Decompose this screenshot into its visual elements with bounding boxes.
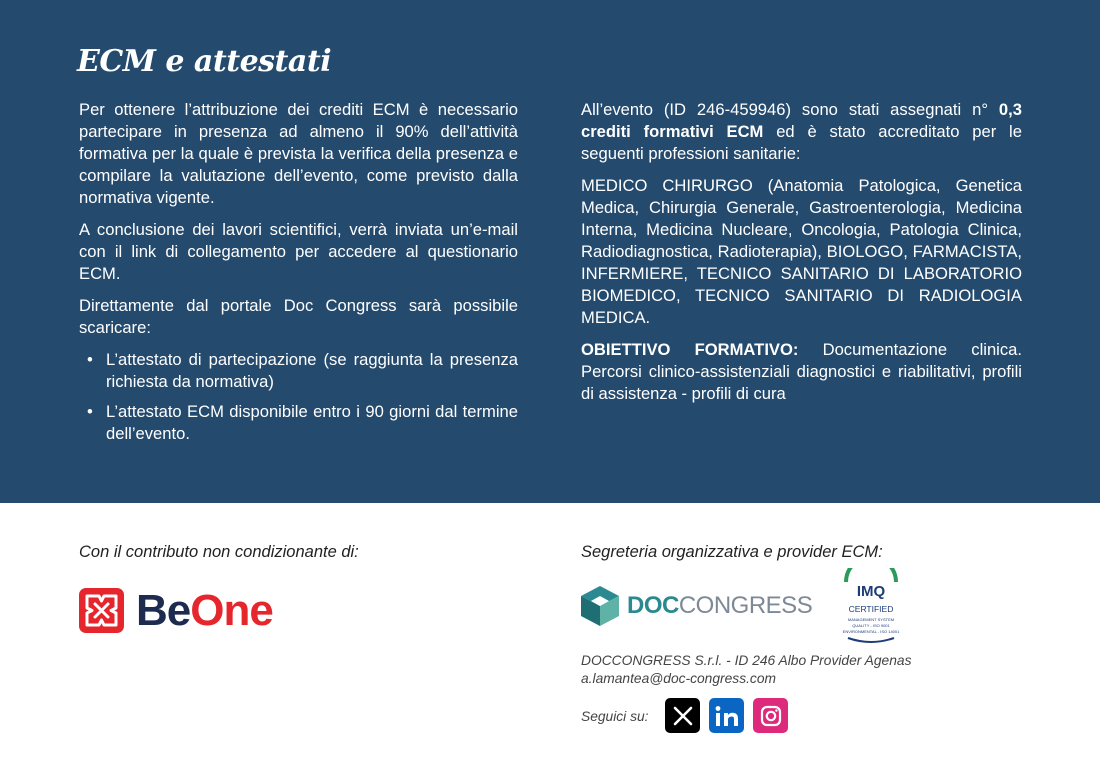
imq-small2: QUALITY - ISO 9001 [852,623,890,628]
right-column [581,99,1022,415]
list-item: • L’attestato ECM disponibile entro i 90 giorni dal termine dell’evento. [79,401,518,445]
instagram-social-button[interactable] [753,698,788,733]
linkedin-icon [715,705,739,727]
beone-be: Be [136,585,191,635]
beone-mark-icon [79,588,124,633]
organizer-email-link[interactable]: a.lamantea@doc-congress.com [581,671,776,686]
left-column [79,99,518,453]
sponsor-label: Con il contributo non condizionante di: [79,543,359,561]
x-social-button[interactable] [665,698,700,733]
docc-logo [581,586,812,626]
download-list [79,349,518,445]
paragraph-download: Direttamente dal portale Doc Congress sarà possibile scaricare: [79,296,518,337]
x-icon [672,705,694,727]
paragraph-attribution: Per ottenere l’attribuzione dei crediti ECM è necessario partecipare in presenza ad almeno il 90% dell’attività formativa per la quale è prevista la verifica della presenza e compilare la valutazione dell’evento, come previsto dalla normativa vigente. [79,100,518,207]
imq-certified: CERTIFIED [848,604,894,614]
beone-logo [79,585,273,635]
docc-doc: DOC [627,592,679,619]
paragraph-objective [581,339,1022,405]
objective-label: OBIETTIVO FORMATIVO: [581,340,799,359]
objective-text: Documentazione clinica. Percorsi clinico-assistenziali diagnostici e riabilitativi, profili di assistenza - profili di cura [581,340,1022,403]
organizer-label: Segreteria organizzativa e provider ECM: [581,543,883,561]
list-item: • L’attestato di partecipazione (se raggiunta la presenza richiesta da normativa) [79,349,518,393]
paragraph-professions: MEDICO CHIRURGO (Anatomia Patologica, Genetica Medica, Chirurgia Generale, Gastroenterologia, Medicina Interna, Medicina Nucleare, Oncologia, Patologia Clinica, Radiodiagnostica, Radioterapia), BIOLOGO, FARMACISTA, INFERMIERE, TECNICO SANITARIO DI LABORATORIO BIOMEDICO, TECNICO SANITARIO DI RADIOLOGIA MEDICA. [581,176,1022,327]
beone-one: One [190,585,273,635]
imq-small3: ENVIRONMENTAL - ISO 14001 [842,629,900,634]
credits-text-post: ed è stato accreditato per le seguenti professioni sanitarie: [581,122,1022,163]
doccongress-wordmark [627,592,812,620]
organizer-info-line1: DOCCONGRESS S.r.l. - ID 246 Albo Provider Agenas [581,653,912,668]
imq-small1: MANAGEMENT SYSTEM [847,617,895,622]
paragraph-email: A conclusione dei lavori scientifici, verrà inviata un’e-mail con il link di collegamento per accedere al questionario ECM. [79,220,518,283]
organizer-info [581,652,911,688]
instagram-icon [759,704,783,728]
social-label: Seguici su: [581,709,649,724]
docc-congress: CONGRESS [678,592,813,619]
imq-text: IMQ [856,583,886,600]
section-title: ECM e attestati [77,44,332,79]
credits-text-pre: All’evento (ID 246-459946) sono stati assegnati n° [581,100,988,119]
paragraph-credits [581,99,1022,165]
credits-value: 0,3 crediti formativi ECM [581,100,1022,141]
beone-wordmark [136,585,273,635]
imq-certified-badge [838,568,904,646]
doccongress-mark-icon [581,586,619,626]
linkedin-social-button[interactable] [709,698,744,733]
